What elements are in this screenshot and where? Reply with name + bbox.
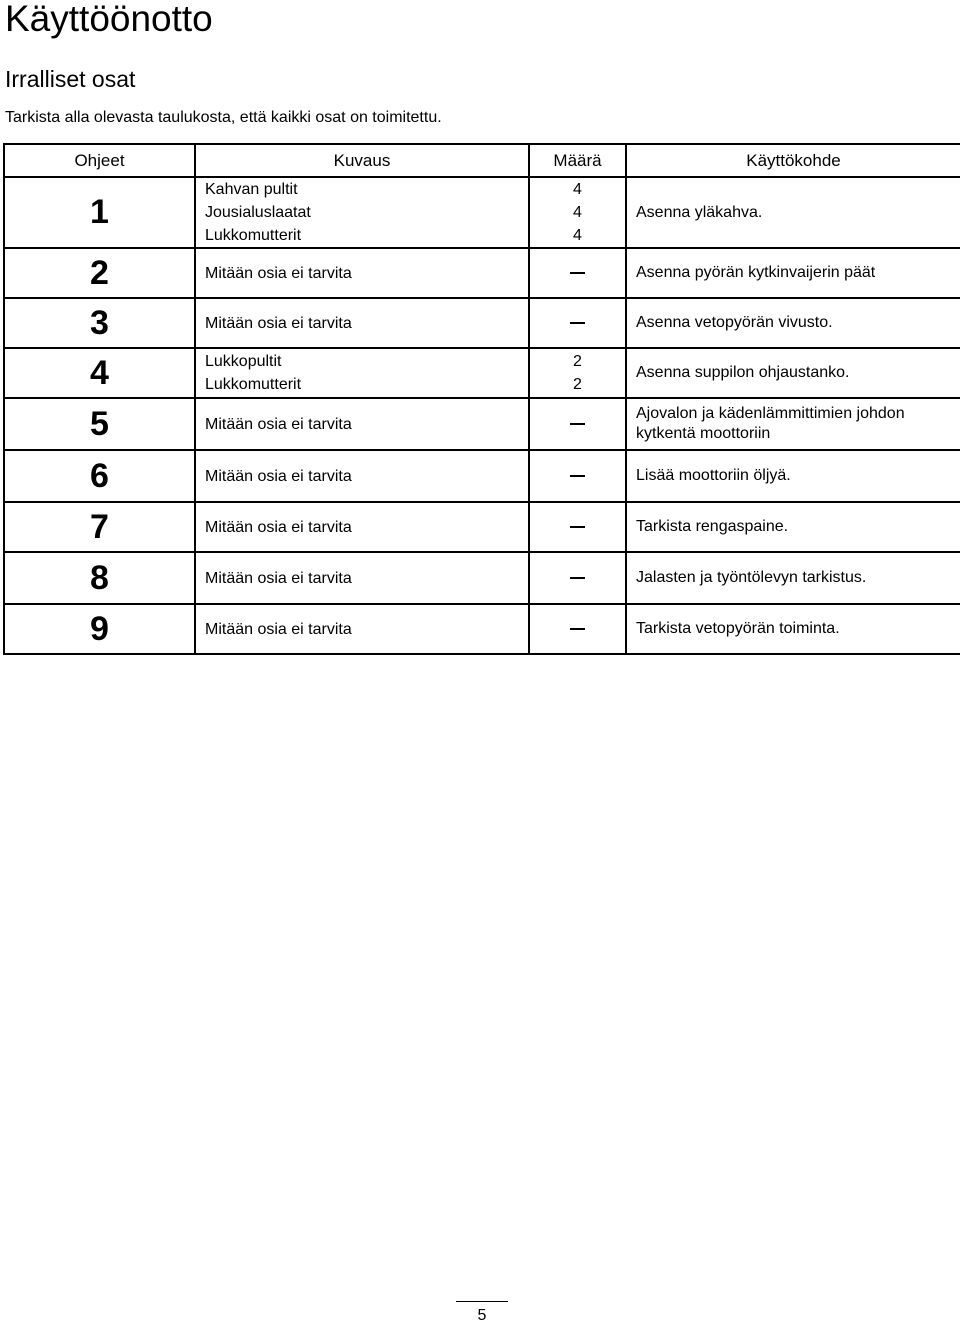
header-use: Käyttökohde xyxy=(626,144,960,177)
step-number: 8 xyxy=(4,552,195,604)
no-quantity-dash xyxy=(570,423,585,425)
header-quantity: Määrä xyxy=(529,144,626,177)
quantity-value: 4 xyxy=(573,227,582,244)
usage-line: Lisää moottoriin öljyä. xyxy=(636,467,791,484)
no-quantity-dash xyxy=(570,526,585,528)
header-instructions: Ohjeet xyxy=(4,144,195,177)
part-quantity xyxy=(529,450,626,502)
table-row xyxy=(4,298,960,348)
step-number: 4 xyxy=(4,348,195,398)
page-number: 5 xyxy=(477,1307,487,1324)
usage-line: Asenna suppilon ohjaustanko. xyxy=(636,364,850,381)
table-row xyxy=(4,348,960,398)
table-row xyxy=(4,398,960,450)
part-description xyxy=(195,502,529,552)
description-line: Kahvan pultit xyxy=(205,181,298,198)
no-quantity-dash xyxy=(570,322,585,324)
table-row xyxy=(4,502,960,552)
description-line: Mitään osia ei tarvita xyxy=(205,314,352,332)
part-quantity xyxy=(529,604,626,654)
usage-instruction xyxy=(626,552,960,604)
table-row xyxy=(4,552,960,604)
usage-instruction xyxy=(626,502,960,552)
usage-instruction xyxy=(626,298,960,348)
description-line: Mitään osia ei tarvita xyxy=(205,415,352,433)
usage-line: Asenna vetopyörän vivusto. xyxy=(636,314,833,331)
description-line: Mitään osia ei tarvita xyxy=(205,569,352,587)
footer-rule xyxy=(456,1301,508,1302)
part-description xyxy=(195,552,529,604)
intro-text: Tarkista alla olevasta taulukosta, että kaikki osat on toimitettu. xyxy=(5,109,442,126)
part-quantity xyxy=(529,502,626,552)
description-line: Mitään osia ei tarvita xyxy=(205,518,352,536)
description-line: Jousialuslaatat xyxy=(205,204,311,221)
usage-line: Asenna yläkahva. xyxy=(636,203,763,221)
quantity-value: 2 xyxy=(573,376,582,393)
no-quantity-dash xyxy=(570,475,585,477)
usage-line: Asenna pyörän kytkinvaijerin päät xyxy=(636,264,876,281)
part-description xyxy=(195,348,529,398)
usage-line: kytkentä moottoriin xyxy=(636,425,771,442)
part-description xyxy=(195,604,529,654)
no-quantity-dash xyxy=(570,577,585,579)
description-line: Mitään osia ei tarvita xyxy=(205,264,352,282)
usage-line: Tarkista vetopyörän toiminta. xyxy=(636,620,840,637)
step-number: 3 xyxy=(4,298,195,348)
no-quantity-dash xyxy=(570,628,585,630)
part-quantity xyxy=(529,177,626,248)
step-number: 1 xyxy=(4,177,195,248)
description-line: Mitään osia ei tarvita xyxy=(205,620,352,638)
usage-instruction xyxy=(626,450,960,502)
description-line: Lukkomutterit xyxy=(205,227,302,244)
step-number: 9 xyxy=(4,604,195,654)
usage-instruction xyxy=(626,348,960,398)
quantity-value: 4 xyxy=(573,181,582,198)
part-description xyxy=(195,450,529,502)
usage-line: Jalasten ja työntölevyn tarkistus. xyxy=(636,569,867,586)
usage-instruction xyxy=(626,248,960,298)
table-row xyxy=(4,450,960,502)
section-title: Irralliset osat xyxy=(5,66,136,92)
usage-line: Tarkista rengaspaine. xyxy=(636,518,789,535)
step-number: 7 xyxy=(4,502,195,552)
table-row xyxy=(4,604,960,654)
description-line: Lukkopultit xyxy=(205,353,282,370)
quantity-value: 4 xyxy=(573,204,582,221)
loose-parts-table xyxy=(3,143,960,655)
usage-instruction xyxy=(626,398,960,450)
usage-line: Ajovalon ja kädenlämmittimien johdon xyxy=(636,405,905,422)
part-quantity xyxy=(529,248,626,298)
table-row xyxy=(4,248,960,298)
part-quantity xyxy=(529,348,626,398)
header-description: Kuvaus xyxy=(195,144,529,177)
usage-instruction xyxy=(626,177,960,248)
description-line: Mitään osia ei tarvita xyxy=(205,467,352,485)
step-number: 2 xyxy=(4,248,195,298)
part-description xyxy=(195,298,529,348)
usage-instruction xyxy=(626,604,960,654)
part-description xyxy=(195,177,529,248)
part-description xyxy=(195,398,529,450)
part-quantity xyxy=(529,398,626,450)
page-title: Käyttöönotto xyxy=(5,0,213,39)
step-number: 5 xyxy=(4,398,195,450)
quantity-value: 2 xyxy=(573,353,582,370)
no-quantity-dash xyxy=(570,272,585,274)
table-row xyxy=(4,177,960,248)
table-header-row xyxy=(4,144,960,177)
part-description xyxy=(195,248,529,298)
description-line: Lukkomutterit xyxy=(205,376,302,393)
part-quantity xyxy=(529,298,626,348)
part-quantity xyxy=(529,552,626,604)
step-number: 6 xyxy=(4,450,195,502)
